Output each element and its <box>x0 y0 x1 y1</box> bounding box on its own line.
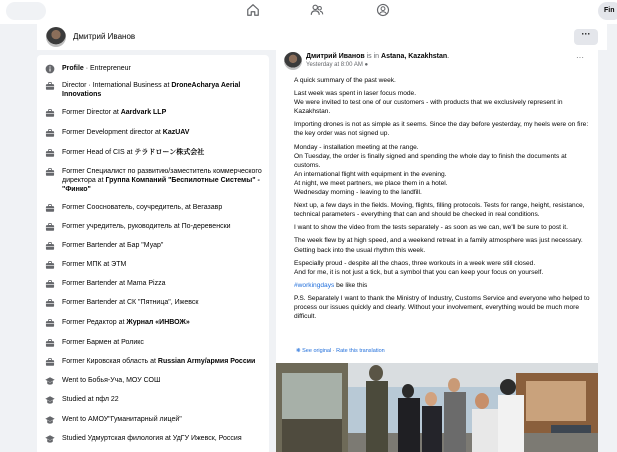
briefcase-icon <box>45 260 55 270</box>
graduation-cap-icon <box>45 415 55 425</box>
about-item-prefix: Former Кировская область at <box>62 358 158 365</box>
globe-icon: ● <box>364 62 369 68</box>
briefcase-icon <box>45 148 55 158</box>
briefcase-icon <box>45 241 55 251</box>
about-item-prefix: Went to АМОУ"Гуманитарный лицей" <box>62 416 182 423</box>
briefcase-icon <box>45 298 55 308</box>
about-item-text <box>62 241 262 250</box>
about-item-text <box>62 415 262 424</box>
graduation-cap-icon <box>45 395 55 405</box>
about-item-prefix: Studied at пфл 22 <box>62 396 119 403</box>
about-item-prefix: Former Редактор at <box>62 319 127 326</box>
post-is-in-text: is in <box>364 53 382 60</box>
post-timestamp[interactable] <box>306 62 368 68</box>
about-item-link[interactable]: Russian Army/армия России <box>157 358 256 365</box>
about-item <box>45 395 262 405</box>
post-paragraph: A quick summary of the past week. <box>294 77 396 84</box>
about-item-text <box>62 108 262 117</box>
about-item-prefix: Former Bartender at Mama Pizza <box>62 280 166 287</box>
see-original-link[interactable]: See original <box>302 348 332 354</box>
about-item <box>45 108 262 118</box>
briefcase-icon <box>45 81 55 91</box>
post-timestamp-text[interactable]: Yesterday at 8:00 AM <box>306 62 363 68</box>
about-item <box>45 64 262 74</box>
briefcase-icon <box>45 108 55 118</box>
about-item-prefix: Former МПК at ЭТМ <box>62 261 127 268</box>
about-item-prefix: Former Сооснователь, соучредитель, at Вегазавр <box>62 204 223 211</box>
about-item-text <box>62 376 262 385</box>
about-item-text <box>62 279 262 288</box>
post-more-icon[interactable]: ··· <box>576 53 584 62</box>
about-item <box>45 128 262 138</box>
about-item-prefix: Former учредитель, руководитель at По-деревенски <box>62 223 231 230</box>
about-item <box>45 241 262 251</box>
about-item-link[interactable]: テラドローン株式会社 <box>134 149 205 156</box>
post-author-name[interactable]: Дмитрий Иванов <box>306 53 365 60</box>
briefcase-icon <box>45 318 55 328</box>
about-item-text <box>62 203 262 212</box>
post-paragraph: Especially proud - despite all the chaos, three workouts in a week were still closed. And for me, it is not just a tick, but a symbol that you can keep your focus on yourself. <box>294 259 544 276</box>
about-item-prefix: Former Специалист по развитию/заместитель коммерческого директора at <box>62 168 262 184</box>
about-item-link[interactable]: DroneAcharya Aerial Innovations <box>62 82 241 98</box>
post-paragraph: The week flew by at high speed, and a weekend retreat in a family atmosphere was just necessary. Getting back into the usual rhythm this week. <box>294 237 583 254</box>
about-item-text <box>62 395 262 404</box>
friends-icon[interactable] <box>310 3 324 17</box>
about-item <box>45 260 262 270</box>
about-item <box>45 203 262 213</box>
about-item <box>45 338 262 348</box>
about-item-prefix: Former Head of CIS at <box>62 149 135 156</box>
profile-icon[interactable] <box>376 3 390 17</box>
about-item <box>45 167 262 194</box>
about-item <box>45 434 262 444</box>
post-paragraph: Monday - installation meeting at the range. On Tuesday, the order is finally signed and spending the whole day to finish the documents at customs. An international flight with equipment in the evening. At night, we meet partners, we place them in a hotel. Wednesday morning - leaving to the landfill. <box>294 143 567 197</box>
about-item-text <box>62 434 262 443</box>
more-options-button[interactable]: ··· <box>574 29 598 45</box>
about-item-text <box>62 338 262 347</box>
hashtag-line <box>294 281 594 290</box>
post-closing: P.S. Separately I want to thank the Ministry of Industry, Customs Service and everyone who helped to process our issues quickly and clearly. Without your involvement, everything would be much more difficult. <box>294 294 590 321</box>
briefcase-icon <box>45 357 55 367</box>
about-item-text <box>62 64 262 73</box>
about-item-prefix: Studied Удмуртская филология at УдГУ Ижевск, Россия <box>62 435 242 442</box>
post-author-line <box>306 53 449 60</box>
briefcase-icon <box>45 167 55 177</box>
find-button[interactable]: Fin <box>598 2 617 20</box>
about-panel <box>37 55 269 452</box>
post-photo-image <box>276 363 598 452</box>
avatar[interactable] <box>46 27 66 47</box>
about-item <box>45 222 262 232</box>
about-item <box>45 148 262 158</box>
about-item-prefix: Former Бармен at Роликс <box>62 339 144 346</box>
about-item <box>45 415 262 425</box>
about-item-link[interactable]: Aardvark LLP <box>120 109 167 116</box>
post-paragraph: Importing drones is not as simple as it seems. Since the day before yesterday, my heels were on fire: the key order was not signed up. <box>294 121 589 138</box>
about-item-prefix: Former Bartender at Бар "Муар" <box>62 242 164 249</box>
home-icon[interactable] <box>246 3 260 17</box>
about-item <box>45 318 262 328</box>
about-item <box>45 81 262 99</box>
about-item-text <box>62 81 262 99</box>
profile-name[interactable]: Дмитрий Иванов <box>73 32 136 41</box>
post-body <box>294 76 594 325</box>
about-item-text <box>62 128 262 137</box>
about-item <box>45 279 262 289</box>
post-location-period: . <box>447 53 450 60</box>
translation-bar <box>296 348 385 354</box>
graduation-cap-icon <box>45 434 55 444</box>
hashtag-suffix: be like this <box>334 281 368 289</box>
about-item <box>45 357 262 367</box>
post-photo[interactable] <box>276 363 598 452</box>
briefcase-icon <box>45 279 55 289</box>
about-item <box>45 376 262 386</box>
about-item-text <box>62 222 262 231</box>
post-paragraph: Last week was spent in laser focus mode. We were invited to test one of our customers - with products that we exclusively represent in Kazakhstan. <box>294 90 563 116</box>
about-item-prefix: Former Bartender at СК "Пятница", Ижевск <box>62 299 199 306</box>
post-author-avatar[interactable] <box>284 52 302 70</box>
info-icon <box>45 64 55 74</box>
post-paragraph: Next up, a few days in the fields. Moving, flights, filling protocols. Tests for range, height, resistance, technical parameters - everything that can and should be checked in real conditions. <box>294 202 585 219</box>
about-item <box>45 298 262 308</box>
about-item-prefix: Director · International Business at <box>62 82 172 89</box>
translate-icon: ❋ <box>296 348 301 354</box>
briefcase-icon <box>45 128 55 138</box>
post-card <box>276 45 598 452</box>
about-item-prefix: Former Development director at <box>62 129 163 136</box>
about-item-text <box>62 318 262 327</box>
about-item-suffix: · Entrepreneur <box>83 65 131 72</box>
briefcase-icon <box>45 203 55 213</box>
about-item-text <box>62 298 262 307</box>
about-item-text <box>62 167 262 194</box>
post-location-link[interactable]: Astana, Kazakhstan <box>381 53 448 60</box>
translation-separator: · <box>332 348 335 354</box>
top-navigation-bar <box>0 0 617 24</box>
hashtag-link[interactable]: #workingdays <box>294 281 335 289</box>
about-item-text <box>62 148 262 157</box>
about-item-link[interactable]: KazUAV <box>162 129 190 136</box>
about-item-text <box>62 260 262 269</box>
about-item-prefix: Former Director at <box>62 109 121 116</box>
about-item-link[interactable]: Журнал «ИНВОЖ» <box>126 319 190 326</box>
about-item-link[interactable]: Группа Компаний "Беспилотные Системы" - "Финко" <box>62 177 260 193</box>
about-item-text <box>62 357 262 366</box>
briefcase-icon <box>45 222 55 232</box>
post-paragraph: I want to show the video from the tests separately - as soon as we can, we'll be sure to post it. <box>294 224 568 232</box>
rate-translation-link[interactable]: Rate this translation <box>336 348 385 354</box>
about-item-link[interactable]: Profile <box>62 65 84 72</box>
graduation-cap-icon <box>45 376 55 386</box>
about-item-prefix: Went to Бобья-Уча, МОУ СОШ <box>62 377 161 384</box>
search-box[interactable] <box>6 2 46 20</box>
briefcase-icon <box>45 338 55 348</box>
